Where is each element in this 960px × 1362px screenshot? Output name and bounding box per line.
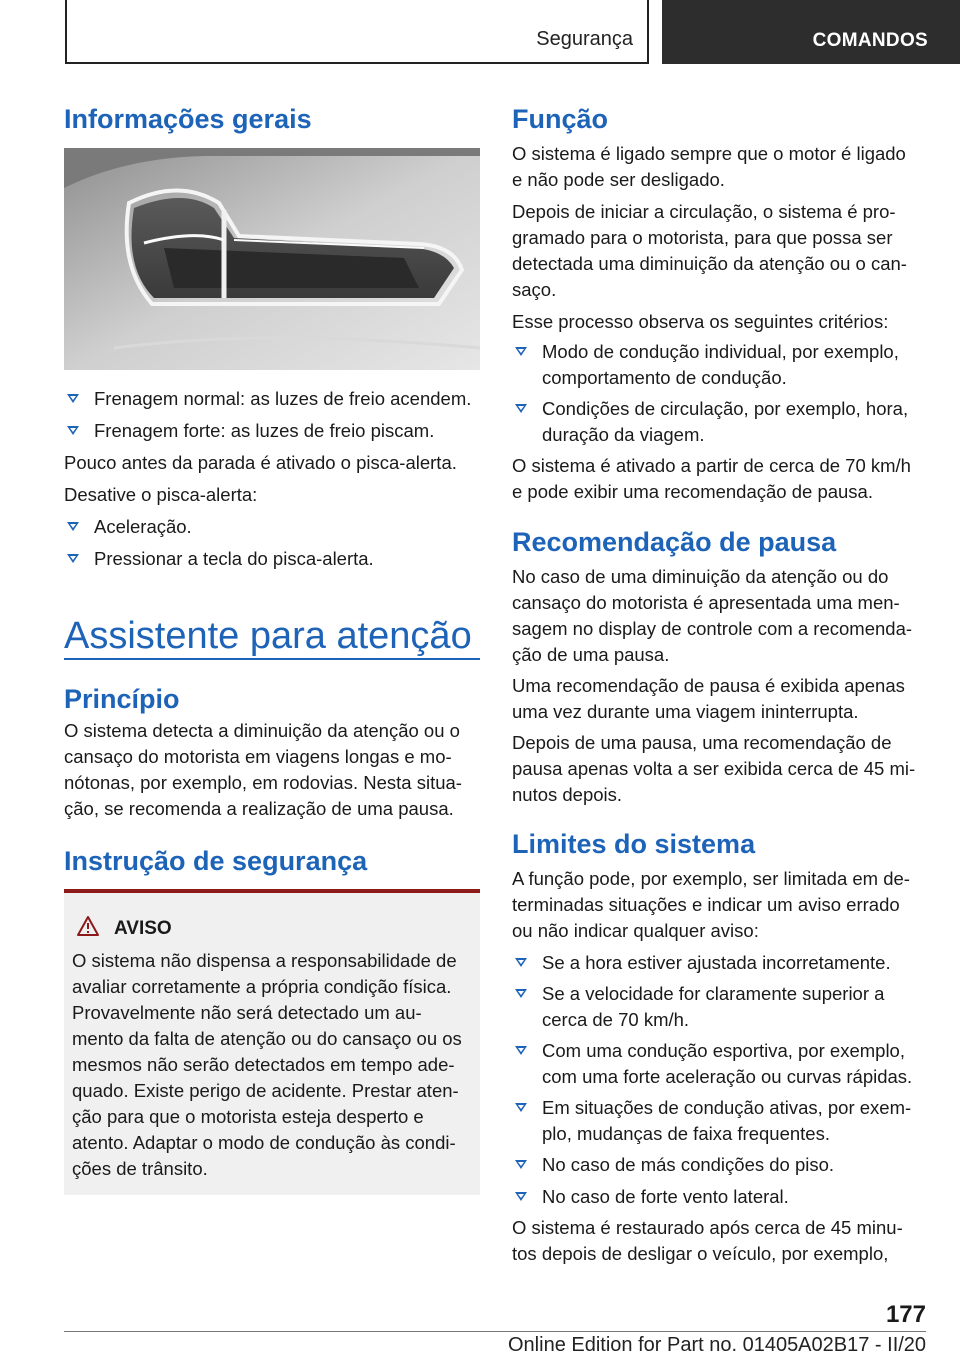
list-item: Com uma condução esportiva, por exemplo, com uma forte aceleração ou curvas rápidas.	[512, 1038, 926, 1090]
paragraph: O sistema é restaurado após cerca de 45 minu- tos depois de desligar o veículo, por exemplo,	[512, 1217, 903, 1264]
header-section-tab	[65, 0, 649, 64]
paragraph: Uma recomendação de pausa é exibida apenas uma vez durante uma viagem ininterrupta.	[512, 675, 905, 722]
triangle-bullet-icon	[515, 958, 527, 967]
triangle-bullet-icon	[515, 1103, 527, 1112]
warning-text: O sistema não dispensa a responsabilidade de avaliar corretamente a própria condição física. Provavelmente não será detectado um au- mento da falta de atenção ou do cansaço ou os mesmos não serão detectados em tempo ade- quado. Existe perigo de acidente. Prestar aten- ção para que o motorista esteja desperto e atento. Adaptar o modo de condução às condi- ções de trânsito.	[72, 950, 462, 1179]
triangle-bullet-icon	[515, 1046, 527, 1055]
warning-title: AVISO	[114, 918, 172, 939]
triangle-bullet-icon	[67, 522, 79, 531]
list-item: No caso de más condições do piso.	[512, 1152, 926, 1178]
heading-limites: Limites do sistema	[512, 829, 756, 859]
warning-box	[64, 893, 480, 1195]
paragraph: Esse processo observa os seguintes critérios:	[512, 311, 889, 332]
triangle-bullet-icon	[67, 554, 79, 563]
heading-informacoes-gerais: Informações gerais	[64, 104, 312, 134]
triangle-bullet-icon	[515, 404, 527, 413]
header-chapter-label: COMANDOS	[812, 30, 928, 51]
footer-edition: Online Edition for Part no. 01405A02B17 - II/20	[508, 1334, 927, 1356]
paragraph: Desative o pisca-alerta:	[64, 484, 258, 505]
paragraph: O sistema é ligado sempre que o motor é ligado e não pode ser desligado.	[512, 143, 906, 190]
header-chapter-tab	[662, 0, 960, 64]
heading-principio: Princípio	[64, 684, 180, 714]
list-item: Em situações de condução ativas, por exem- plo, mudanças de faixa frequentes.	[512, 1095, 926, 1147]
triangle-bullet-icon	[515, 1192, 527, 1201]
heading-assistente: Assistente para atenção	[64, 615, 472, 657]
page-number: 177	[885, 1301, 926, 1328]
list-item: Modo de condução individual, por exemplo, comportamento de condução.	[512, 339, 926, 391]
list-item: Se a velocidade for claramente superior a cerca de 70 km/h.	[512, 981, 926, 1033]
list-item: Se a hora estiver ajustada incorretamente.	[512, 950, 926, 976]
paragraph: No caso de uma diminuição da atenção ou do cansaço do motorista é apresentada uma men- sagem no display de controle com a recomenda- ção de uma pausa.	[512, 566, 913, 665]
principio-paragraph: O sistema detecta a diminuição da atenção ou o cansaço do motorista em viagens longas e mo- nótonas, por exemplo, em rodovias. Nesta situa- ção, se recomenda a realização de uma pausa.	[64, 720, 462, 819]
heading-instrucao: Instrução de segurança	[64, 846, 368, 876]
triangle-bullet-icon	[67, 394, 79, 403]
paragraph: Depois de uma pausa, uma recomendação de pausa apenas volta a ser exibida cerca de 45 mi- nutos depois.	[512, 732, 916, 805]
footer-divider	[64, 1331, 926, 1332]
heading-rule	[64, 658, 480, 660]
triangle-bullet-icon	[515, 989, 527, 998]
warning-triangle-icon	[76, 915, 100, 937]
list-item: Frenagem normal: as luzes de freio acendem.	[64, 386, 480, 412]
list-item: Pressionar a tecla do pisca-alerta.	[64, 546, 480, 572]
triangle-bullet-icon	[67, 426, 79, 435]
list-item: Frenagem forte: as luzes de freio piscam.	[64, 418, 480, 444]
list-item: Condições de circulação, por exemplo, hora, duração da viagem.	[512, 396, 926, 448]
heading-recomendacao: Recomendação de pausa	[512, 527, 837, 557]
paragraph: A função pode, por exemplo, ser limitada em de- terminadas situações e indicar um aviso errado ou não indicar qualquer aviso:	[512, 868, 910, 941]
list-item: Aceleração.	[64, 514, 480, 540]
taillight-image	[64, 148, 480, 370]
header-section-label: Segurança	[536, 28, 633, 50]
list-item: No caso de forte vento lateral.	[512, 1184, 926, 1210]
triangle-bullet-icon	[515, 1160, 527, 1169]
paragraph: Pouco antes da parada é ativado o pisca-alerta.	[64, 452, 457, 473]
paragraph: Depois de iniciar a circulação, o sistema é pro- gramado para o motorista, para que possa ser detectada uma diminuição da atenção ou o can- saço.	[512, 201, 907, 300]
triangle-bullet-icon	[515, 347, 527, 356]
heading-funcao: Função	[512, 104, 609, 134]
paragraph: O sistema é ativado a partir de cerca de 70 km/h e pode exibir uma recomendação de pausa.	[512, 455, 911, 502]
